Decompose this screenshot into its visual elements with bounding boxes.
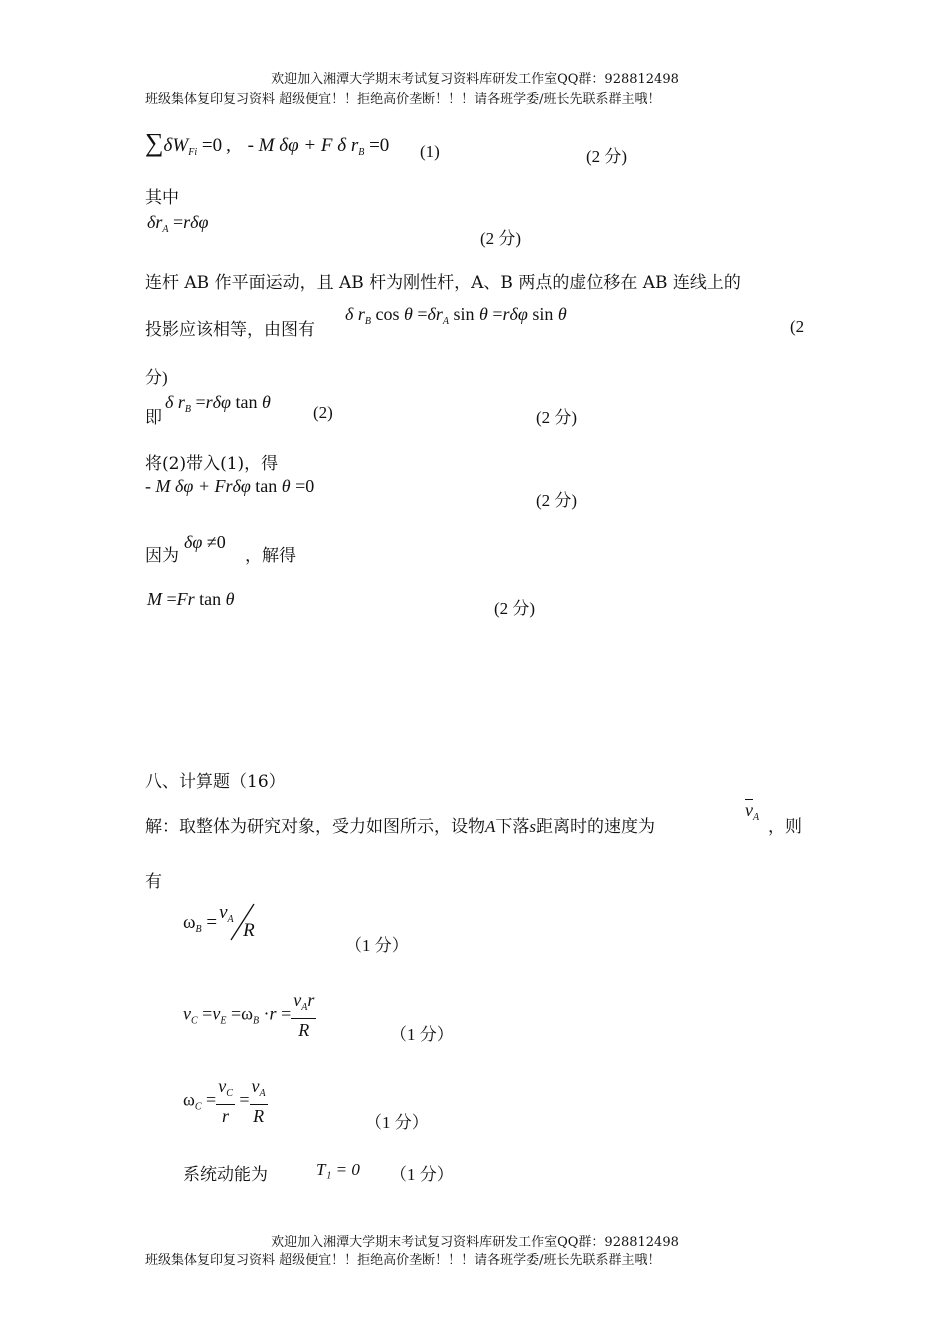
result-score: (2 分) (494, 599, 536, 618)
paragraph-score-a: (2 (790, 317, 805, 336)
solution-line-end: ，则 (768, 817, 802, 837)
omega-b-equation: $\omega_B$ = $v_A$ R (183, 902, 255, 941)
result-equation: M =Fr tan θ (147, 589, 235, 609)
footer-line-1: 欢迎加入湘潭大学期末考试复习资料库研发工作室QQ群：928812498 (271, 1235, 679, 1250)
section-8-title: 八、计算题（16） (145, 772, 286, 792)
kinetic-energy-equation: T₁ = 0 (316, 1160, 360, 1179)
equation-2-tag: (2) (313, 403, 333, 422)
velocity-va-symbol: $\overline{v}_A$ (745, 800, 760, 823)
vc-equation: $v_C =v_E =\omega_B \cdot r$ = $\frac{v_Ar}{R}$ (183, 990, 315, 1040)
combined-equation: - M δφ + Frδφ tan θ =0 (145, 476, 315, 496)
kinetic-energy-score: （1 分） (390, 1165, 454, 1184)
paragraph-line-2: 投影应该相等，由图有 (145, 320, 315, 340)
delta-rb-equation: δ $r_B =r\delta\varphi$ tan θ (165, 392, 271, 415)
yinwei-label: 因为 (145, 546, 179, 566)
header-line-1: 欢迎加入湘潭大学期末考试复习资料库研发工作室QQ群：928812498 (271, 72, 679, 87)
vc-score: （1 分） (390, 1025, 454, 1044)
paragraph-score-b: 分) (145, 368, 168, 387)
header-line-2: 班级集体复印复习资料 超级便宜！！拒绝高价垄断！！！请各班学委/班长先联系群主哦！ (145, 92, 661, 107)
equation-1-score: (2 分) (586, 147, 628, 166)
virtual-work-sum-equation: $\sum\delta W_{Fi} =0$ , - M δφ + F δ $r_B =0$ (145, 128, 390, 158)
paragraph-line-1: 连杆 AB 作平面运动，且 AB 杆为刚性杆，A、B 两点的虚位移在 AB 连线上的 (145, 273, 741, 293)
footer-line-2: 班级集体复印复习资料 超级便宜！！拒绝高价垄断！！！请各班学委/班长先联系群主哦！ (145, 1253, 661, 1268)
equation-2-score: (2 分) (536, 408, 578, 427)
delta-ra-score: (2 分) (480, 229, 522, 248)
kinetic-energy-label: 系统动能为 (183, 1165, 268, 1185)
nonzero-condition: δφ ≠0 (184, 532, 226, 552)
delta-ra-equation: $\delta r_A =r\delta\varphi$ (147, 212, 209, 235)
solution-line: 解：取整体为研究对象，受力如图所示，设物A下落s距离时的速度为 (145, 817, 656, 837)
omega-b-score: （1 分） (345, 936, 409, 955)
projection-equation: δ $r_B$ $\cos \theta =\delta r_A$ sin θ =rδφ sin θ (345, 304, 567, 327)
omega-c-equation: $\omega_C$ = $\frac{v_C}{r}$ = $\frac{v_A}{R}$ (183, 1076, 266, 1126)
ji-label: 即 (145, 408, 162, 428)
jiede-label: ，解得 (245, 546, 296, 566)
omega-c-score: （1 分） (365, 1113, 429, 1132)
combined-equation-score: (2 分) (536, 491, 578, 510)
qizhong-label: 其中 (145, 188, 179, 208)
you-label: 有 (145, 872, 162, 892)
equation-1-tag: (1) (420, 142, 440, 161)
substitute-label: 将(2)带入(1)，得 (145, 454, 279, 474)
